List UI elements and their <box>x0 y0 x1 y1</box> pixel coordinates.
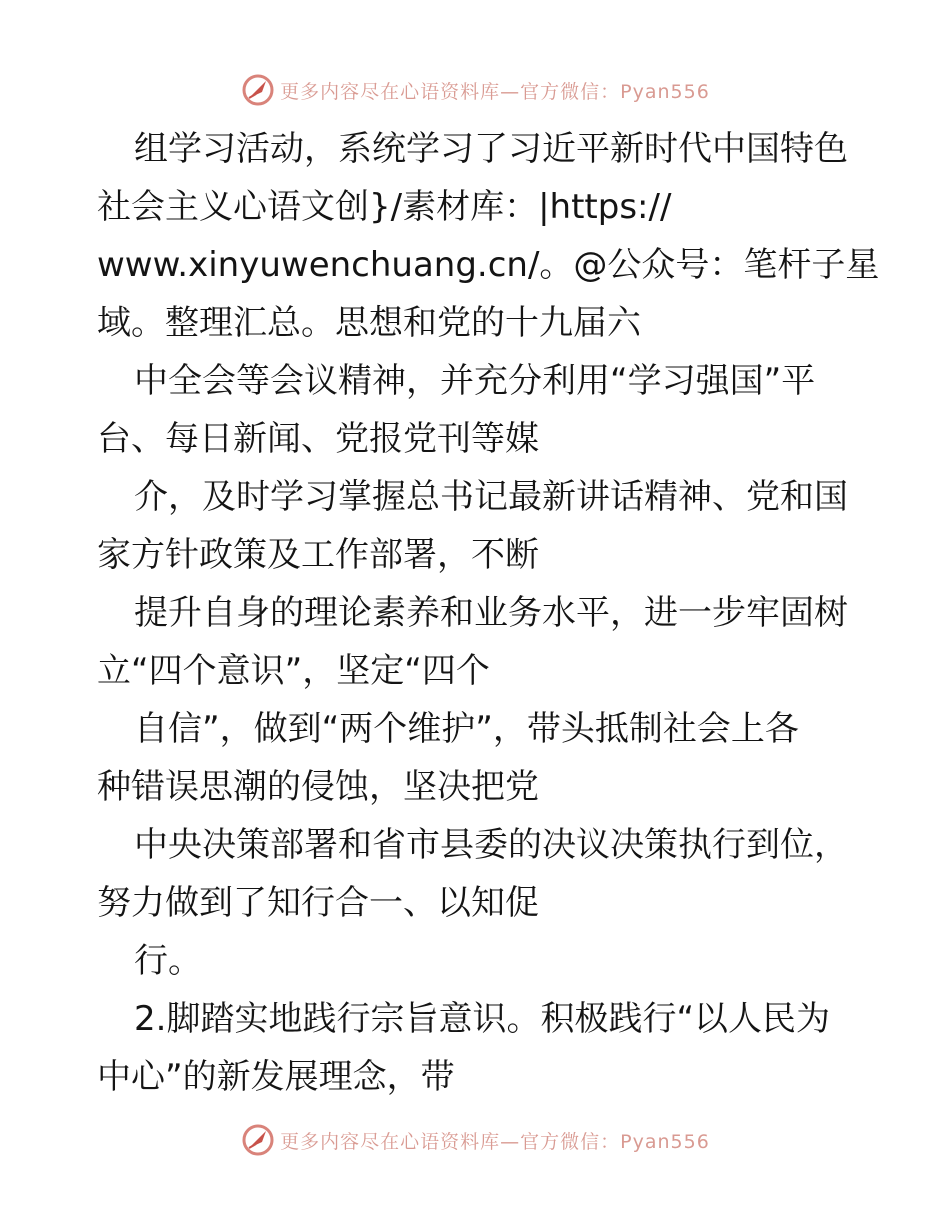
quill-logo-icon <box>240 72 276 108</box>
text-line: 社会主义心语文创}/素材库：|https:// <box>97 187 672 227</box>
text-line: 家方针政策及工作部署，不断 <box>97 535 539 575</box>
text-line: 介，及时学习掌握总书记最新讲话精神、党和国 <box>134 477 848 517</box>
text-line: 自信”，做到“两个维护”，带头抵制社会上各 <box>134 709 799 749</box>
quill-logo-icon <box>240 1122 276 1158</box>
text-line: 域。整理汇总。思想和党的十九届六 <box>97 303 641 343</box>
text-line: 行。 <box>134 941 202 981</box>
header-banner-text: 更多内容尽在心语资料库—官方微信：Pyan556 <box>280 80 710 103</box>
text-line: 努力做到了知行合一、以知促 <box>97 883 539 923</box>
text-line: 台、每日新闻、党报党刊等媒 <box>97 419 539 459</box>
text-line: 种错误思潮的侵蚀，坚决把党 <box>97 767 539 807</box>
footer-banner <box>0 1120 950 1160</box>
text-line: 立“四个意识”，坚定“四个 <box>97 651 490 691</box>
text-line: 中央决策部署和省市县委的决议决策执行到位， <box>134 825 848 865</box>
text-line: www.xinyuwenchuang.cn/。@公众号：笔杆子星 <box>97 245 880 285</box>
document-body <box>97 120 880 1106</box>
header-banner <box>0 70 950 110</box>
text-line: 2.脚踏实地践行宗旨意识。积极践行“以人民为 <box>134 999 831 1039</box>
text-line: 中全会等会议精神，并充分利用“学习强国”平 <box>134 361 816 401</box>
footer-banner-text: 更多内容尽在心语资料库—官方微信：Pyan556 <box>280 1130 710 1153</box>
text-line: 提升自身的理论素养和业务水平，进一步牢固树 <box>134 593 848 633</box>
text-line: 中心”的新发展理念，带 <box>97 1057 455 1097</box>
text-line: 组学习活动，系统学习了习近平新时代中国特色 <box>134 129 848 169</box>
